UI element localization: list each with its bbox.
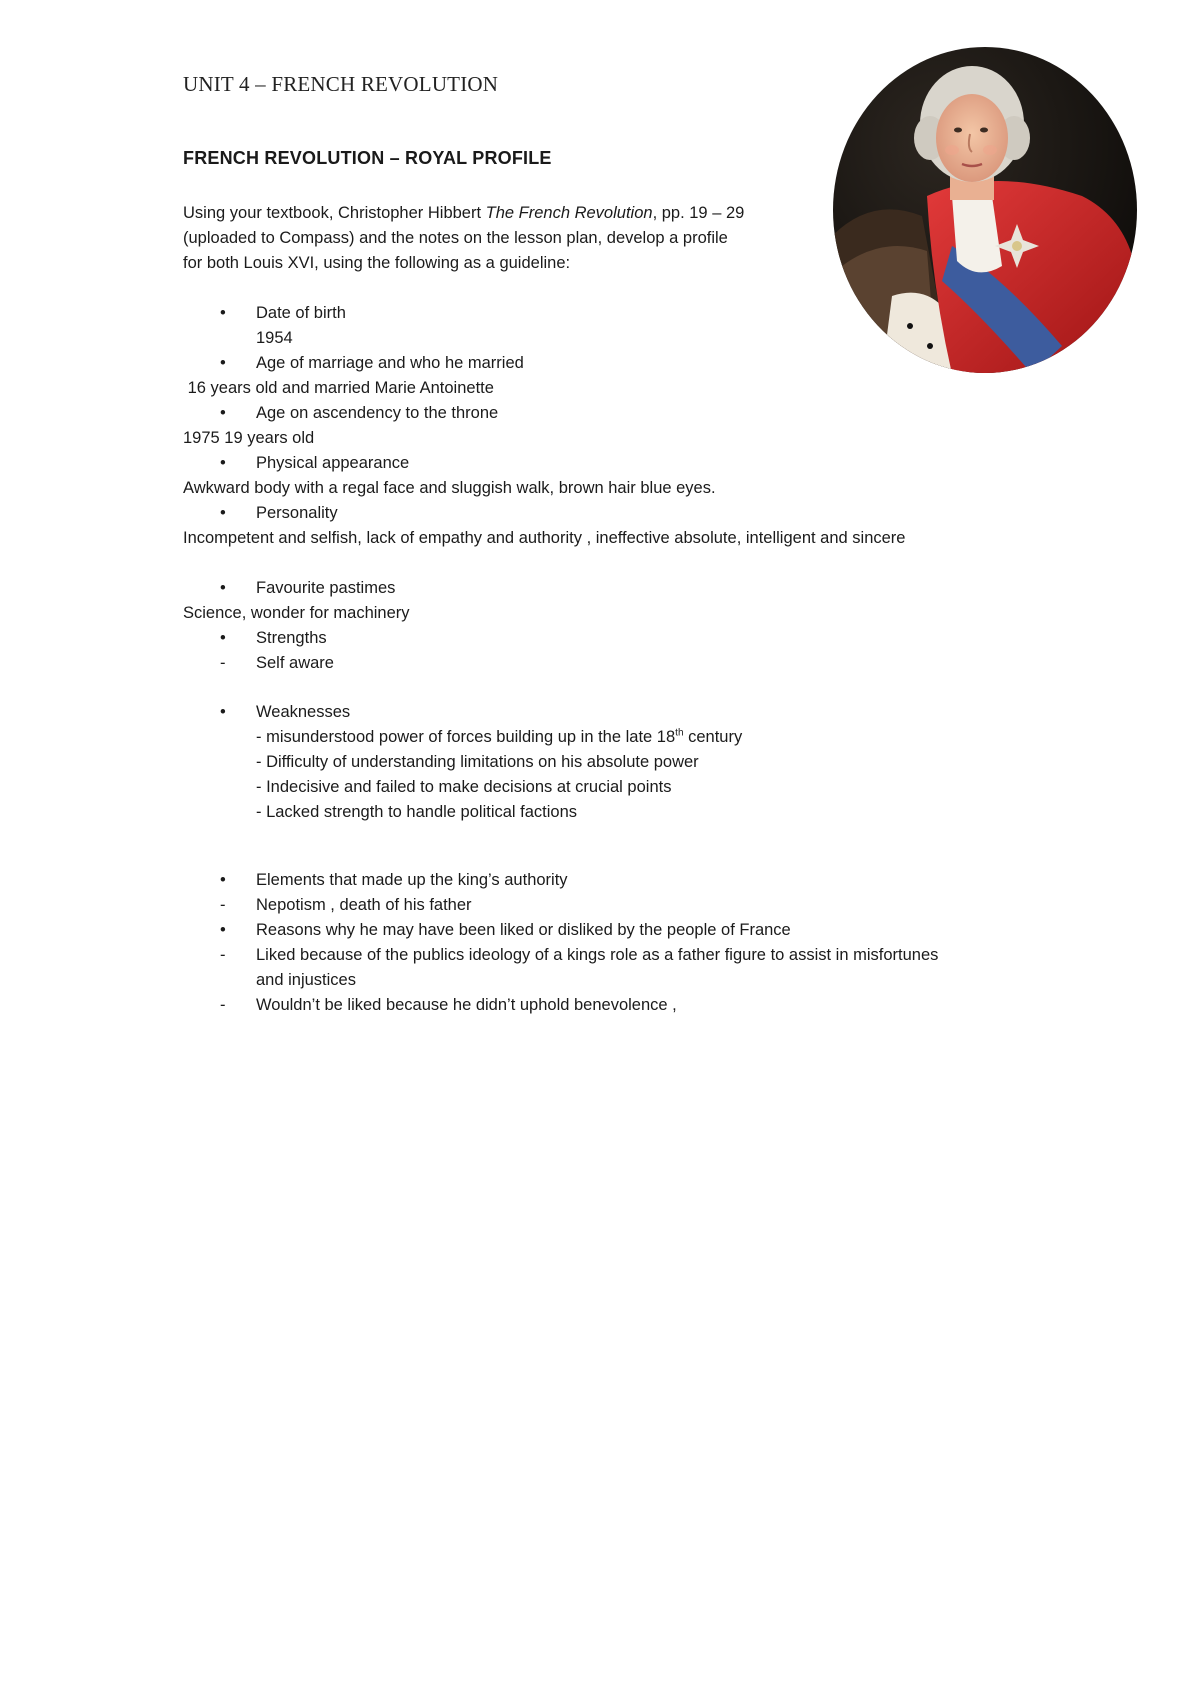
intro-line-3: for both Louis XVI, using the following as a guideline: xyxy=(183,254,571,272)
throne-value: 1975 19 years old xyxy=(183,429,315,447)
weakness-4: - Lacked strength to handle political factions xyxy=(256,803,578,821)
bullet-icon: • xyxy=(220,354,226,372)
bullet-icon: • xyxy=(220,304,226,322)
list-item-strengths: • Strengths xyxy=(183,626,1063,651)
authority-value: - Nepotism , death of his father xyxy=(183,893,1063,918)
list-item-marriage: • Age of marriage and who he married xyxy=(183,351,1063,376)
bullet-icon: • xyxy=(220,454,226,472)
reasons-disliked: - Wouldn’t be liked because he didn’t uphold benevolence , xyxy=(183,993,1063,1018)
bullet-icon: • xyxy=(220,703,226,721)
intro-line-1: Using your textbook, Christopher Hibbert The French Revolution, pp. 19 – 29 xyxy=(183,204,745,222)
appearance-value: Awkward body with a regal face and sluggish walk, brown hair blue eyes. xyxy=(183,479,716,497)
dob-value: 1954 xyxy=(256,329,293,347)
list-item-throne: • Age on ascendency to the throne xyxy=(183,401,1063,426)
list-item-appearance: • Physical appearance xyxy=(183,451,1063,476)
strengths-value: - Self aware xyxy=(183,651,1063,676)
reasons-liked: - Liked because of the publics ideology of a kings role as a father figure to assist in misfortunes xyxy=(183,943,1063,968)
list-item-weaknesses: • Weaknesses xyxy=(183,700,1063,725)
reasons-liked-continued: and injustices xyxy=(256,971,356,989)
bullet-icon: • xyxy=(220,871,226,889)
bullet-icon: • xyxy=(220,629,226,647)
bullet-icon: • xyxy=(220,404,226,422)
dash-icon: - xyxy=(220,654,226,672)
weakness-2: - Difficulty of understanding limitations on his absolute power xyxy=(256,753,699,771)
weakness-1: - misunderstood power of forces building up in the late 18th century xyxy=(256,727,743,746)
list-item-pastimes: • Favourite pastimes xyxy=(183,576,1063,601)
bullet-icon: • xyxy=(220,921,226,939)
section-title: FRENCH REVOLUTION – ROYAL PROFILE xyxy=(183,148,552,168)
list-item-personality: • Personality xyxy=(183,501,1063,526)
bullet-icon: • xyxy=(220,504,226,522)
marriage-value: 16 years old and married Marie Antoinette xyxy=(183,379,494,397)
dash-icon: - xyxy=(220,996,226,1014)
book-title: The French Revolution xyxy=(485,204,653,222)
list-item-dob: • Date of birth xyxy=(183,301,1063,326)
intro-line-2: (uploaded to Compass) and the notes on the lesson plan, develop a profile xyxy=(183,229,728,247)
dash-icon: - xyxy=(220,896,226,914)
pastimes-value: Science, wonder for machinery xyxy=(183,604,410,622)
personality-value: Incompetent and selfish, lack of empathy and authority , ineffective absolute, intelligent and sincere xyxy=(183,529,906,547)
dash-icon: - xyxy=(220,946,226,964)
unit-title: UNIT 4 – FRENCH REVOLUTION xyxy=(183,72,499,96)
weakness-3: - Indecisive and failed to make decisions at crucial points xyxy=(256,778,672,796)
profile-content xyxy=(183,201,1063,1018)
list-item-authority: • Elements that made up the king’s authority xyxy=(183,868,1063,893)
list-item-reasons: • Reasons why he may have been liked or disliked by the people of France xyxy=(183,918,1063,943)
bullet-icon: • xyxy=(220,579,226,597)
